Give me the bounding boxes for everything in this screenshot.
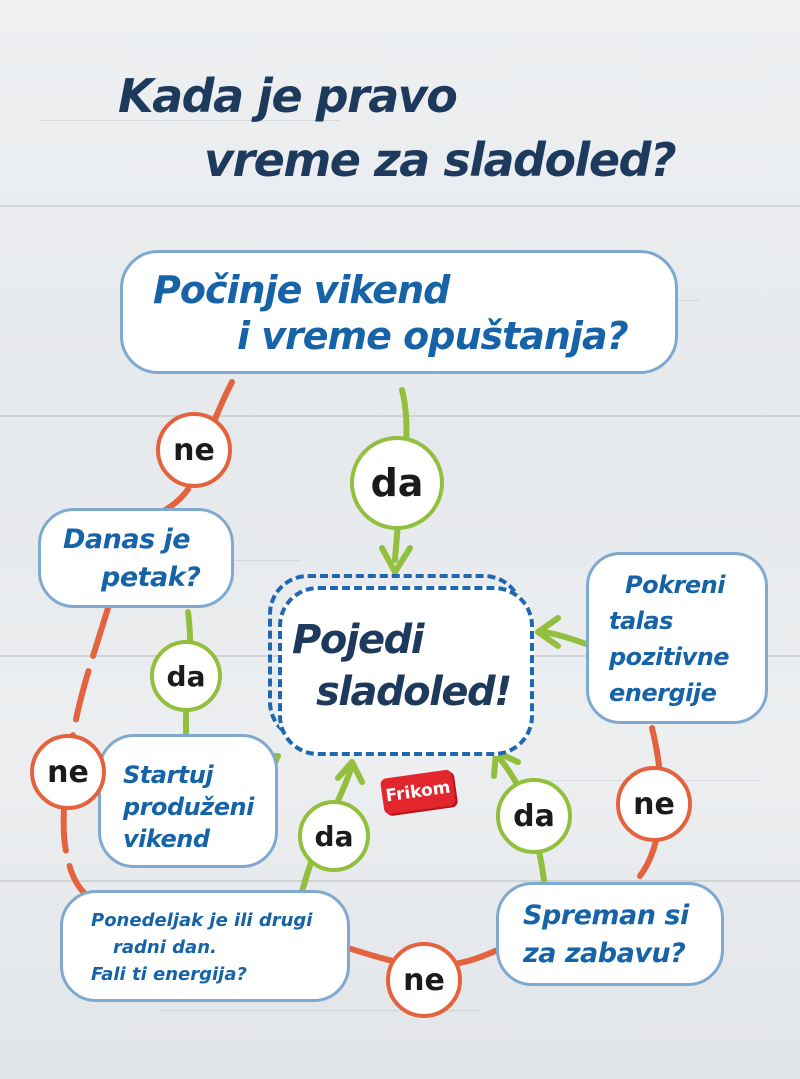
extend-line-2: produženi	[123, 793, 254, 821]
no-pill-friday: ne	[30, 734, 106, 810]
question-friday	[38, 508, 234, 608]
no-pill-energy: ne	[616, 766, 692, 842]
energy-line-4: energije	[609, 679, 717, 707]
party-line-2: za zabavu?	[523, 938, 686, 969]
energy-line-3: pozitivne	[609, 643, 730, 671]
energy-line-2: talas	[609, 607, 673, 635]
page-title	[118, 64, 675, 192]
weekend-start-line-2: i vreme opuštanja?	[237, 314, 628, 358]
result-line-2: sladoled!	[316, 669, 511, 715]
weekend-start-line-1: Počinje vikend	[153, 268, 450, 312]
workday-line-2: radni dan.	[113, 937, 217, 958]
extend-line-3: vikend	[123, 825, 210, 853]
yes-pill-weekend: da	[350, 436, 444, 530]
no-pill-workday: ne	[386, 942, 462, 1018]
yes-pill-friday: da	[150, 640, 222, 712]
question-weekend-start	[120, 250, 678, 374]
title-line-1: Kada je pravo	[118, 69, 457, 123]
result-text	[292, 614, 511, 718]
yes-pill-workday: da	[298, 800, 370, 872]
workday-line-3: Fali ti energija?	[91, 964, 247, 985]
energy-line-1: Pokreni	[625, 571, 725, 599]
frikom-logo: Frikom	[380, 769, 456, 815]
workday-line-1: Ponedeljak je ili drugi	[91, 910, 313, 931]
title-line-2: vreme za sladoled?	[204, 133, 676, 187]
question-ready-for-party	[496, 882, 724, 986]
friday-line-2: petak?	[101, 562, 201, 593]
friday-line-1: Danas je	[63, 524, 191, 555]
action-positive-energy	[586, 552, 768, 724]
party-line-1: Spreman si	[523, 900, 689, 931]
result-eat-ice-cream	[268, 574, 536, 756]
action-extended-weekend	[98, 734, 278, 868]
no-pill-weekend: ne	[156, 412, 232, 488]
yes-pill-party: da	[496, 778, 572, 854]
question-workday-energy	[60, 890, 350, 1002]
result-line-1: Pojedi	[292, 617, 423, 663]
extend-line-1: Startuj	[123, 761, 214, 789]
